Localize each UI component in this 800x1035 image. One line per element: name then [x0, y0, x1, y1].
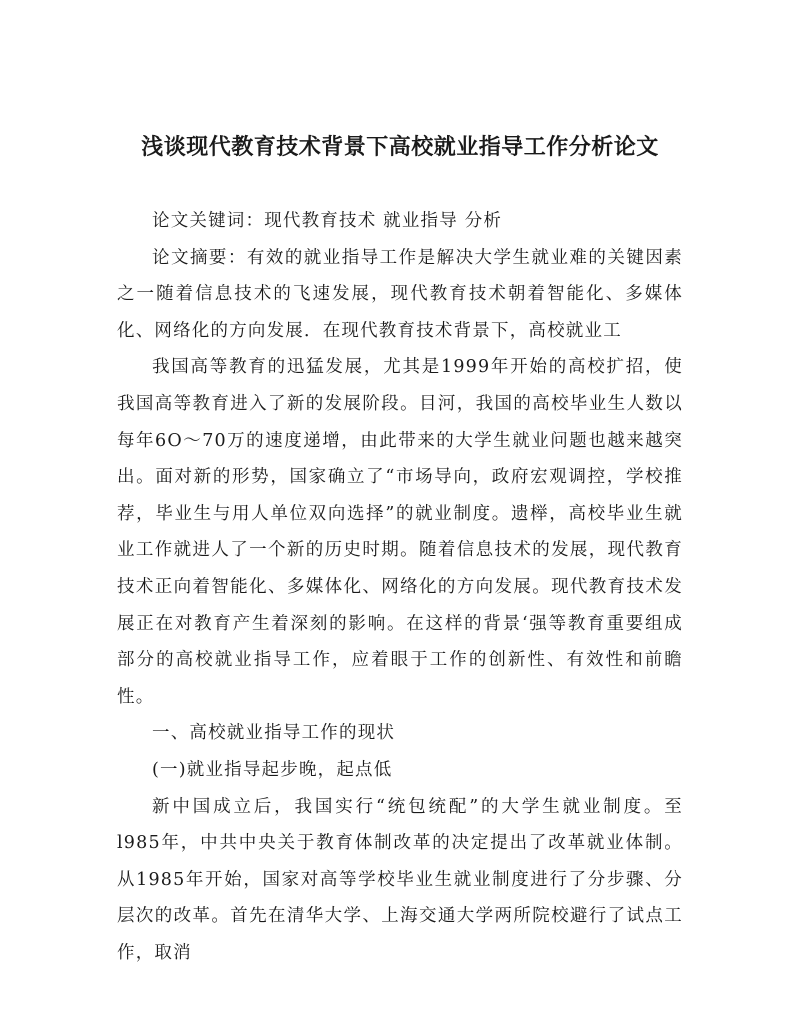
subsection-heading-1: (一)就业指导起步晚，起点低 [152, 759, 393, 780]
section-heading-1: 一、高校就业指导工作的现状 [152, 723, 396, 744]
document-body [117, 203, 683, 971]
document-title: 浅谈现代教育技术背景下高校就业指导工作分析论文 [141, 135, 659, 160]
body-paragraph-1: 我国高等教育的迅猛发展，尤其是1999年开始的高校扩招，使我国高等教育进入了新的发展阶段。目河，我国的高校毕业生人数以每年6O～70万的速度递增，由此带来的大学生就业问题也越来越突出。面对新的形势，国家确立了“市场导向，政府宏观调控，学校推荐，毕业生与用人单位双向选择”的就业制度。遗榉，高校毕业生就业工作就进人了一个新的历史时期。随着信息技术的发展，现代教育技术正向着智能化、多媒体化、网络化的方向发展。现代教育技术发展正在对教育产生着深刻的影响。在这样的背景‘强等教育重要组成部分的高校就业指导工作，应着眼于工作的创新性、有效性和前瞻性。 [117, 357, 683, 707]
body-paragraph-2: 新中国成立后，我国实行“统包统配”的大学生就业制度。至l985年，中共中央关于教育体制改革的决定提出了改革就业体制。从1985年开始，国家对高等学校毕业生就业制度进行了分步骤、分层次的改革。首先在清华大学、上海交通大学两所院校避行了试点工作，取消 [117, 796, 683, 963]
abstract-paragraph: 论文摘要：有效的就业指导工作是解决大学生就业难的关键因素之一随着信息技术的飞速发展，现代教育技术朝着智能化、多媒体化、网络化的方向发展．在现代教育技术背景下，高校就业工 [117, 247, 683, 341]
keywords-paragraph: 论文关键词：现代教育技术 就业指导 分析 [152, 211, 503, 231]
